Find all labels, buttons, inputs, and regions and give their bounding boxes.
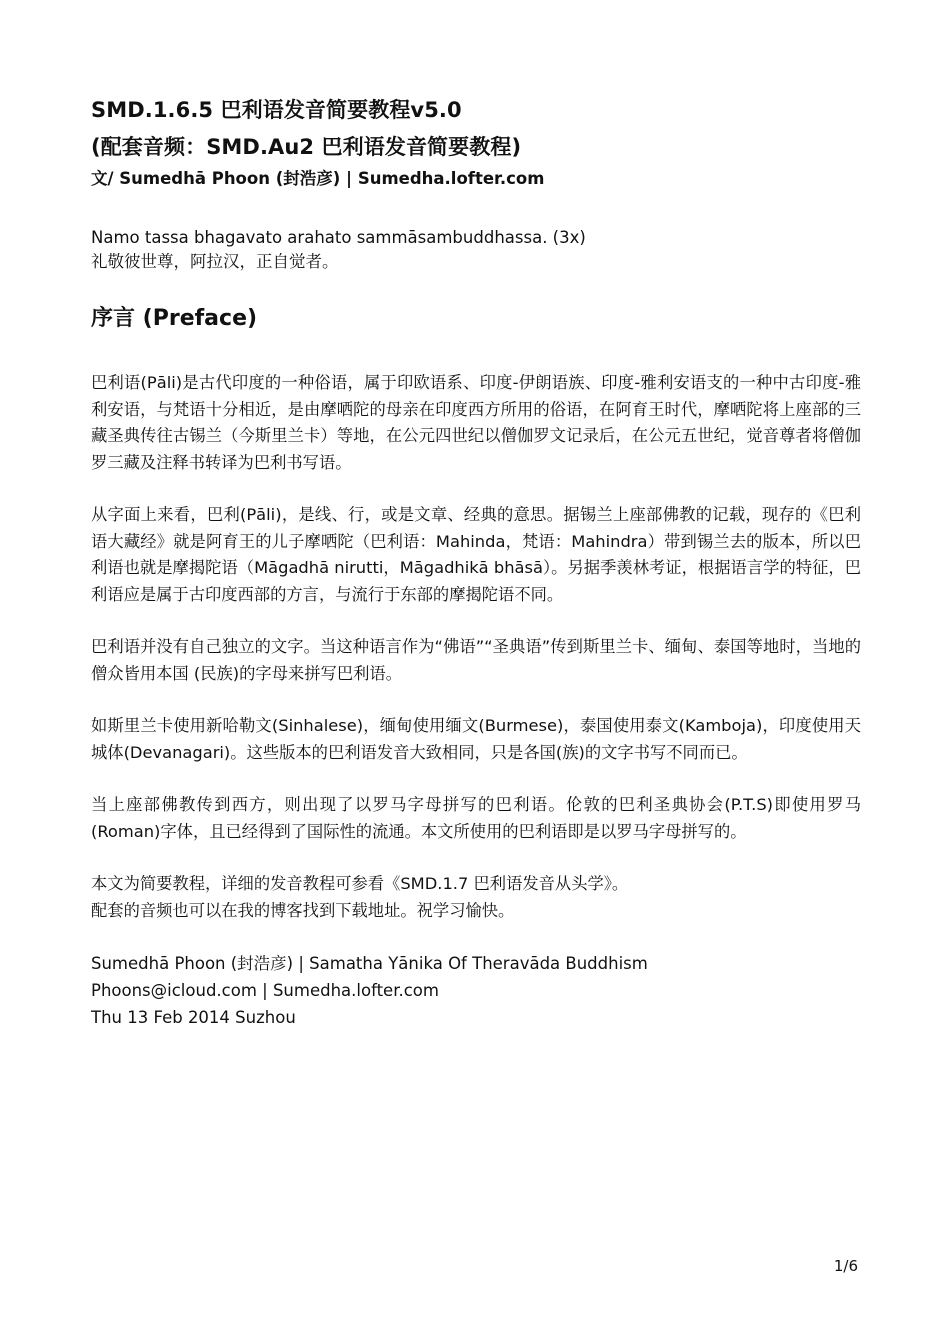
preface-paragraph-2: 从字面上来看，巴利(Pāli)，是线、行，或是文章、经典的意思。据锡兰上座部佛教的记载，现存的《巴利语大藏经》就是阿育王的儿子摩哂陀（巴利语：Mahinda，梵语：Mahindra）带到锡兰去的版本，所以巴利语也就是摩揭陀语（Māgadhā nirutti，Māgadhikā bhāsā）。另据季羡林考证，根据语言学的特征，巴利语应是属于古印度西部的方言，与流行于东部的摩揭陀语不同。 xyxy=(91,505,861,604)
salutation-chinese: 礼敬彼世尊，阿拉汉，正自觉者。 xyxy=(91,252,339,271)
preface-heading: 序言 (Preface) xyxy=(91,306,258,331)
document-title xyxy=(91,92,861,166)
page-number: 1/6 xyxy=(833,1257,858,1275)
title-line-2: (配套音频：SMD.Au2 巴利语发音简要教程) xyxy=(91,135,522,159)
preface-paragraph-1: 巴利语(Pāli)是古代印度的一种俗语，属于印欧语系、印度-伊朗语族、印度-雅利安语支的一种中古印度-雅利安语，与梵语十分相近，是由摩哂陀的母亲在印度西方所用的俗语，在阿育王时代，摩哂陀将上座部的三藏圣典传往古锡兰（今斯里兰卡）等地，在公元四世纪以僧伽罗文记录后，在公元五世纪，觉音尊者将僧伽罗三藏及注释书转译为巴利书写语。 xyxy=(91,373,861,472)
preface-paragraph-3: 巴利语并没有自己独立的文字。当这种语言作为“佛语”“圣典语”传到斯里兰卡、缅甸、泰国等地时，当地的僧众皆用本国 (民族)的字母来拼写巴利语。 xyxy=(91,637,861,683)
signature-name: Sumedhā Phoon (封浩彦) | Samatha Yānika Of Theravāda Buddhism xyxy=(91,954,648,973)
signature-block xyxy=(91,950,861,1031)
title-line-1: SMD.1.6.5 巴利语发音简要教程v5.0 xyxy=(91,98,462,122)
preface-closing xyxy=(91,871,861,924)
preface-body xyxy=(91,370,861,924)
closing-line-2: 配套的音频也可以在我的博客找到下载地址。祝学习愉快。 xyxy=(91,900,515,920)
document-page xyxy=(91,92,861,1031)
signature-date: Thu 13 Feb 2014 Suzhou xyxy=(91,1008,296,1027)
document-header xyxy=(91,92,861,192)
signature-contact: Phoons@icloud.com | Sumedha.lofter.com xyxy=(91,981,439,1000)
preface-paragraph-4: 如斯里兰卡使用新哈勒文(Sinhalese)，缅甸使用缅文(Burmese)，泰国使用泰文(Kamboja)，印度使用天城体(Devanagari)。这些版本的巴利语发音大致相同，只是各国(族)的文字书写不同而已。 xyxy=(91,716,861,762)
salutation xyxy=(91,226,861,274)
closing-line-1: 本文为简要教程，详细的发音教程可参看《SMD.1.7 巴利语发音从头学》。 xyxy=(91,874,629,893)
author-line: 文/ Sumedhā Phoon (封浩彦) | Sumedha.lofter.com xyxy=(91,169,545,188)
preface-paragraph-5: 当上座部佛教传到西方，则出现了以罗马字母拼写的巴利语。伦敦的巴利圣典协会(P.T.S)即使用罗马(Roman)字体，且已经得到了国际性的流通。本文所使用的巴利语即是以罗马字母拼写的。 xyxy=(91,795,861,841)
salutation-pali: Namo tassa bhagavato arahato sammāsambuddhassa. (3x) xyxy=(91,228,586,247)
